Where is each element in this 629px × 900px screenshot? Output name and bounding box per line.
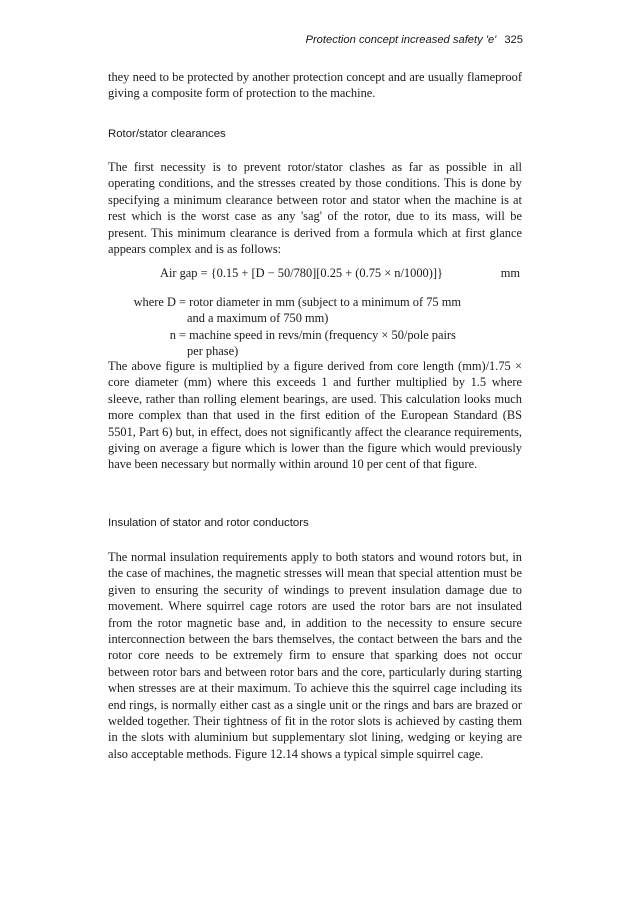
definition-n-text: machine speed in revs/min (frequency × 50/pole pairs: [189, 327, 456, 342]
definition-n: [114, 327, 524, 343]
running-head: [305, 34, 523, 46]
paragraph-clearance-calculation: The above figure is multiplied by a figure derived from core length (mm)/1.75 × core diameter (mm) where this exceeds 1 and further multiplied by 1.5 where sleeve, rather than rolling element bearings, are used. This calculation looks much more complex than that used in the first edition of the European Standard (BS 5501, Part 6) but, in effect, does not significantly affect the clearance requirements, giving on average a figure which is lower than the figure which would previously have been necessary but normally within around 10 per cent of that figure.: [108, 359, 522, 472]
air-gap-formula: [160, 266, 520, 281]
heading-rotor-stator-clearances: Rotor/stator clearances: [108, 128, 226, 140]
formula-expression: Air gap = {0.15 + [D − 50/780][0.25 + (0.75 × n/1000)]}: [160, 266, 443, 280]
paragraph-flameproof: they need to be protected by another protection concept and are usually flameproof giving a composite form of protection to the machine.: [108, 70, 522, 101]
heading-insulation: Insulation of stator and rotor conductors: [108, 517, 309, 529]
definition-d-continuation: and a maximum of 750 mm): [187, 311, 329, 326]
running-title: Protection concept increased safety 'e': [305, 34, 497, 46]
formula-unit: mm: [500, 266, 520, 280]
definition-d-lead: where D =: [133, 295, 186, 309]
paragraph-clearance-intro: The first necessity is to prevent rotor/stator clashes as far as possible in all operating conditions, and the stresses created by those conditions. This is done by specifying a minimum clearance between rotor and stator when the machine is at rest which is the worst case as any 'sag' of the rotor, due to its mass, will be present. This minimum clearance is derived from a formula which at first glance appears complex and is as follows:: [108, 160, 522, 257]
definition-n-lead: n =: [169, 327, 186, 342]
paragraph-insulation: The normal insulation requirements apply to both stators and wound rotors but, in the case of machines, the magnetic stresses will mean that special attention must be given to ensuring the security of windings to prevent insulation damage due to movement. Where squirrel cage rotors are used the rotor bars are not insulated from the rotor magnetic base and, in addition to the necessity to ensure secure interconnection between the bars themselves, the contact between the bars and the rotor core needs to be extremely firm to ensure that sparking does not occur between rotor bars and between rotor bars and the core, particularly during starting when stresses are at their maximum. To achieve this the squirrel cage including its end rings, is normally either cast as a single unit or the rings and bars are brazed or welded together. Their tightness of fit in the rotor slots is achieved by casting them in the slots with aluminium but supplementary slot lining, wedging or keying are also acceptable methods. Figure 12.14 shows a typical simple squirrel cage.: [108, 550, 522, 761]
definition-d: [114, 294, 524, 310]
page-number: 325: [504, 34, 523, 46]
variable-definitions: [114, 294, 524, 360]
definition-d-text: rotor diameter in mm (subject to a minimum of 75 mm: [189, 295, 461, 309]
definition-n-continuation: per phase): [187, 344, 239, 359]
